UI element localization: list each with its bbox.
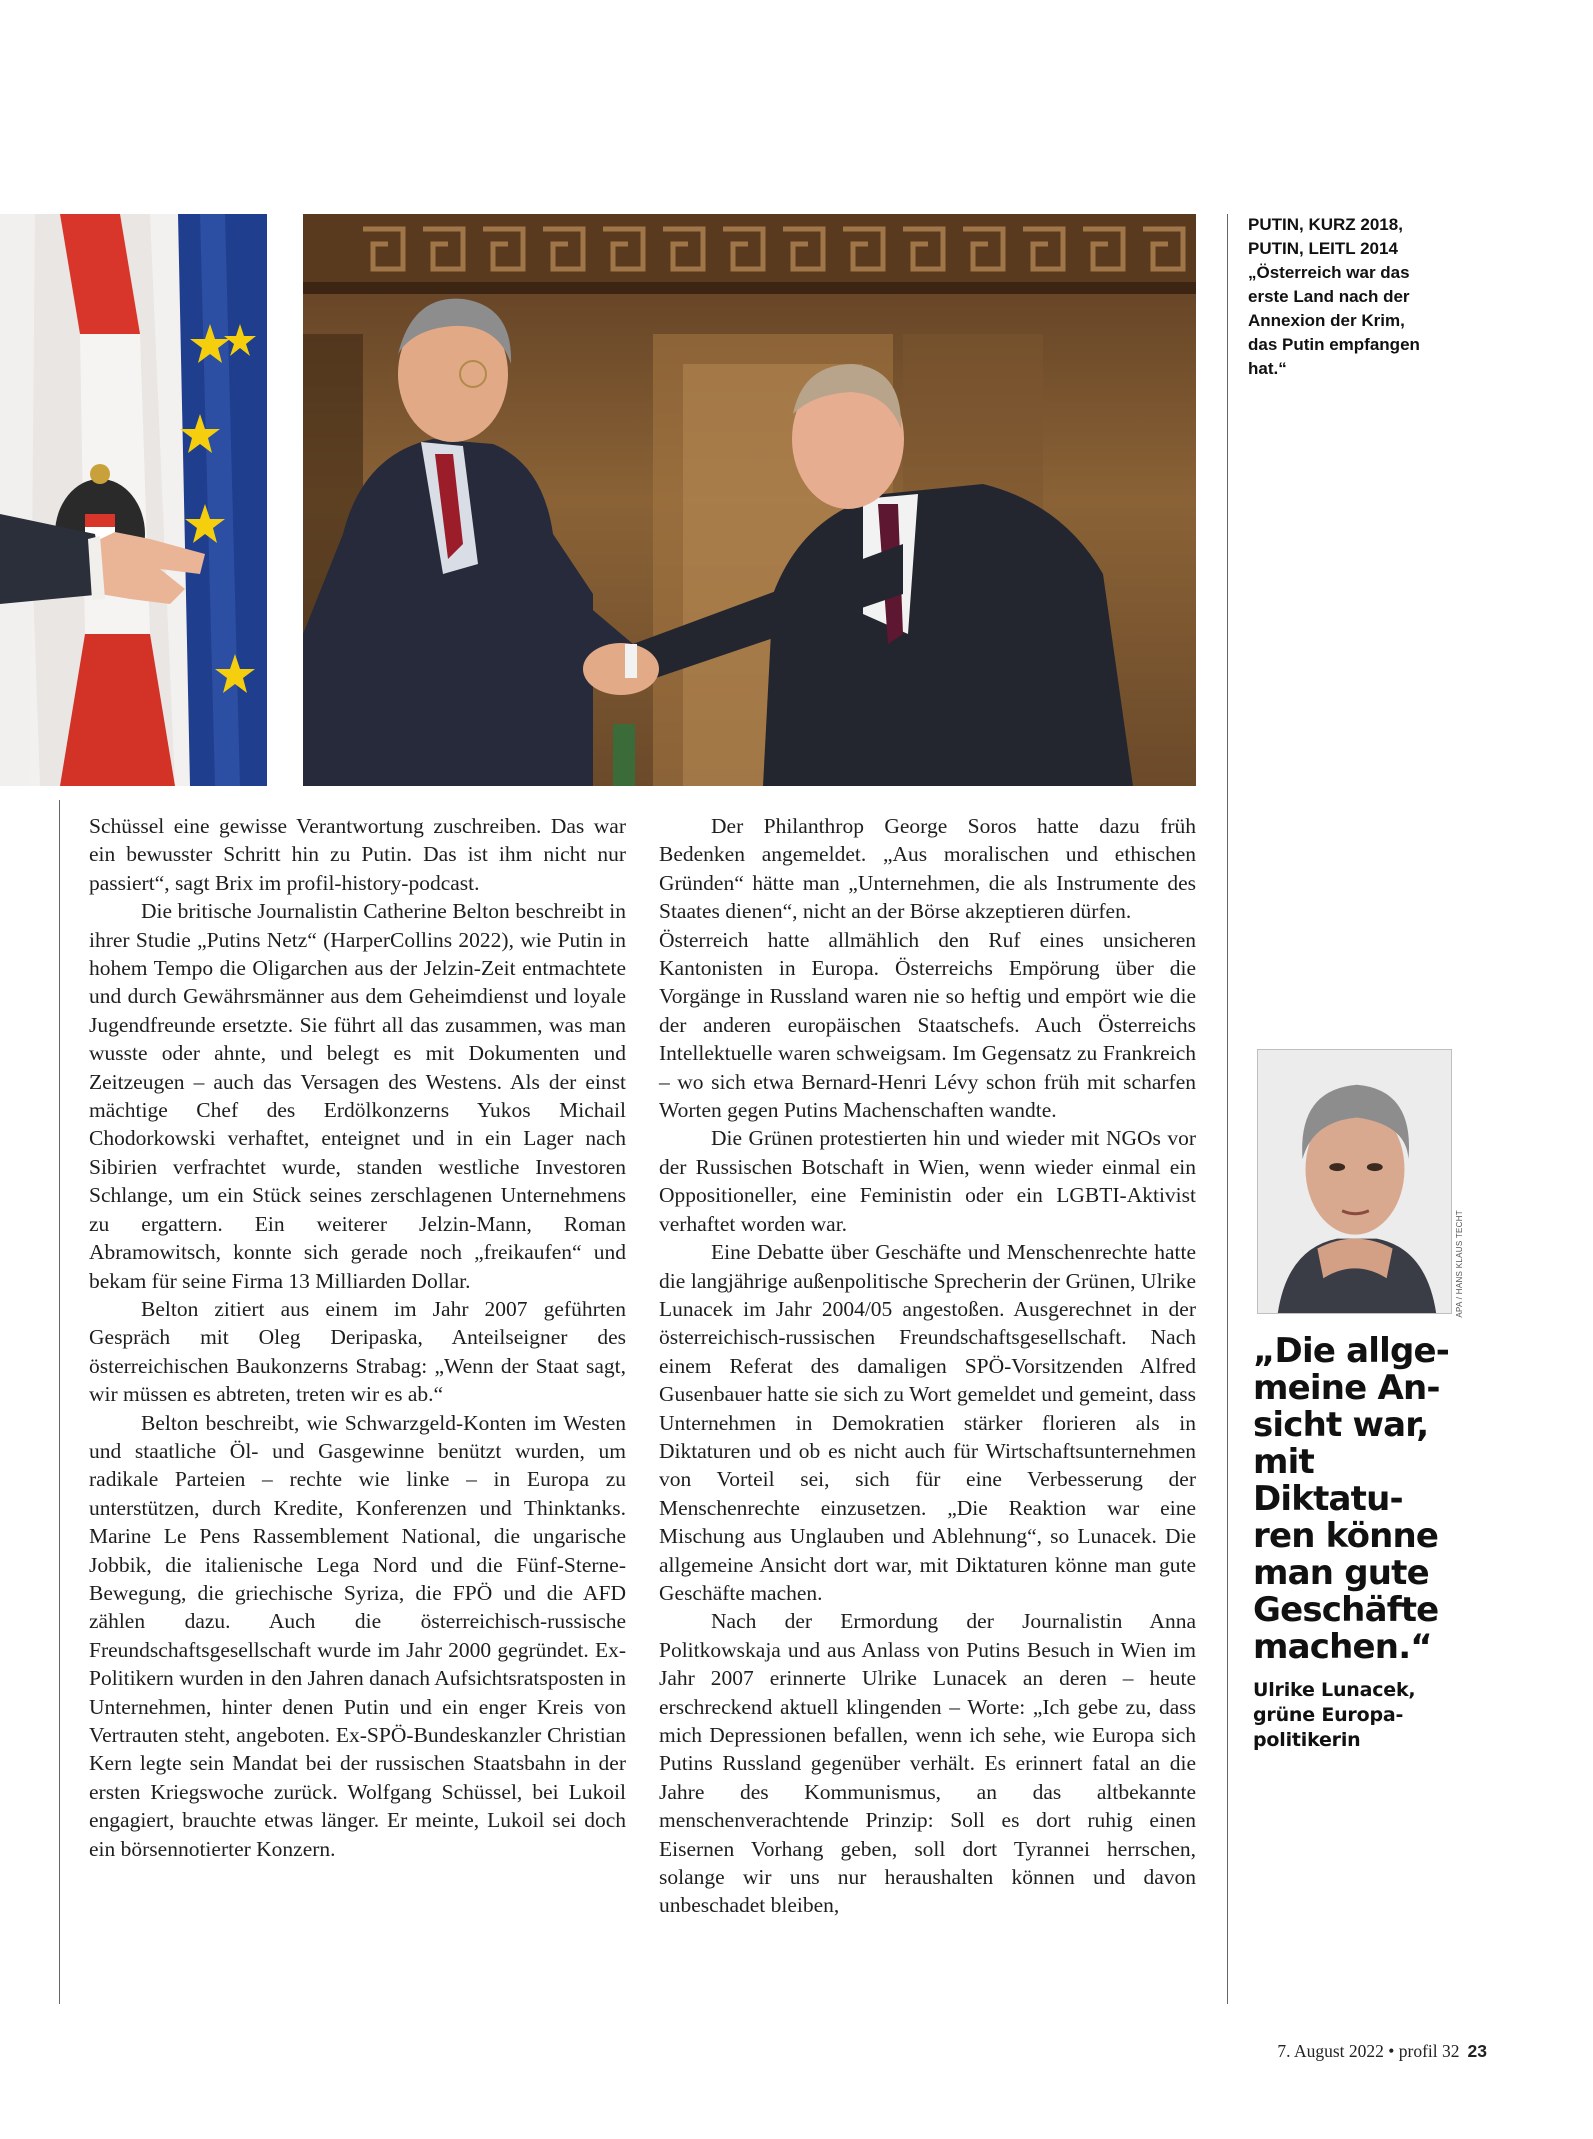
photo-portrait-lunacek xyxy=(1257,1049,1452,1314)
article-column-middle xyxy=(659,812,1196,1920)
photo-credit: APA / HANS KLAUS TECHT xyxy=(1455,1210,1464,1318)
caption-line: PUTIN, KURZ 2018, xyxy=(1248,215,1403,234)
page-footer xyxy=(1277,2041,1487,2062)
pull-quote-line: „Die allge- xyxy=(1253,1331,1450,1371)
article-paragraph: Eine Debatte über Geschäfte und Menschenrechte hatte die langjährige außenpolitische Sprecherin der Grünen, Ulrike Lunacek im Jahr 2004/05 angestoßen. Ausgerechnet in der österreichisch-russischen Freundschaftsgesellschaft. Nach einem Referat des damaligen SPÖ-Vorsitzenden Alfred Gusenbauer hatte sie sich zu Wort gemeldet und gemeint, dass Unternehmen in Demokratien stärker florieren als in Diktaturen und ob es nicht auch für Wirtschaftsunternehmen von Vorteil sei, sich für eine Verbesserung der Menschenrechte einzusetzen. „Die Reaktion war eine Mischung aus Unglauben und Ablehnung“, so Lunacek. Die allgemeine Ansicht dort war, mit Diktaturen könne man gute Geschäfte machen. xyxy=(659,1240,1196,1605)
attribution-line: grüne Europa- xyxy=(1253,1704,1404,1726)
caption-line: Annexion der Krim, xyxy=(1248,311,1405,330)
issue-info: 7. August 2022 • profil 32 xyxy=(1277,2041,1460,2061)
article-paragraph: Nach der Ermordung der Journalistin Anna Politkowskaja und aus Anlass von Putins Besuch in Wien im Jahr 2007 erinnerte Ulrike Lunacek an deren – heute erschreckend aktuell klingenden – Worte: „Ich gebe zu, dass mich Depressionen befallen, wenn ich sehe, wie Europa sich Putins Russland gegenüber verhält. Es erinnert fatal an die Jahre des Kommunismus, an das altbekannte menschenverachtende Prinzip: Soll es dort ruhig einen Eisernen Vorhang geben, soll dort Tyrannei herrschen, solange wir uns nur heraushalten können und davon unbeschadet bleiben, xyxy=(659,1609,1196,1918)
attribution-line: Ulrike Lunacek, xyxy=(1253,1679,1416,1701)
pull-quote-line: man gute xyxy=(1253,1553,1429,1593)
pull-quote-line: mit Diktatu- xyxy=(1253,1442,1403,1519)
pull-quote-line: Geschäfte xyxy=(1253,1590,1439,1630)
pull-quote-attribution xyxy=(1253,1678,1465,1753)
caption-line: das Putin empfangen xyxy=(1248,335,1420,354)
caption-line: PUTIN, LEITL 2014 xyxy=(1248,239,1398,258)
pull-quote-line: meine An- xyxy=(1253,1368,1440,1408)
attribution-line: politikerin xyxy=(1253,1729,1361,1751)
page-number: 23 xyxy=(1467,2041,1487,2061)
article-paragraph: Österreich hatte allmählich den Ruf eines unsicheren Kantonisten in Europa. Österreichs Empörung über die Vorgänge in Russland waren nie so heftig und empört wie die der anderen europäischen Staatschefs. Auch Österreichs Intellektuelle waren schweigsam. Im Gegensatz zu Frankreich – wo sich etwa Bernard-Henri Lévy schon früh mit scharfen Worten gegen Putins Machenschaften wandte. xyxy=(659,927,1196,1123)
pull-quote-text xyxy=(1253,1333,1465,1666)
article-column-left xyxy=(89,812,626,1863)
article-paragraph: Belton zitiert aus einem im Jahr 2007 geführten Gespräch mit Oleg Deripaska, Anteilseigner des österreichischen Baukonzerns Strabag: „Wenn der Staat sagt, wir müssen es abtreten, treten wir es ab.“ xyxy=(89,1296,626,1407)
article-paragraph: Die Grünen protestierten hin und wieder mit NGOs vor der Russischen Botschaft in Wien, wenn wieder einmal ein Oppositioneller, eine Feministin oder ein LGBTI-Aktivist verhaftet worden war. xyxy=(659,1126,1196,1236)
article-paragraph: Der Philanthrop George Soros hatte dazu früh Bedenken angemeldet. „Aus moralischen und ethischen Gründen“ hätte man „Unternehmen, die als Instrumente des Staates dienen“, nicht an der Börse akzeptieren dürfen. xyxy=(659,814,1196,924)
photo-flags-hand xyxy=(0,214,267,786)
pull-quote-line: machen.“ xyxy=(1253,1627,1432,1667)
caption-line: „Österreich war das xyxy=(1248,263,1410,282)
photo-handshake xyxy=(303,214,1196,786)
caption-line: erste Land nach der xyxy=(1248,287,1410,306)
column-rule-right xyxy=(1227,214,1228,2004)
article-paragraph: Die britische Journalistin Catherine Belton beschreibt in ihrer Studie „Putins Netz“ (HarperCollins 2022), wie Putin in hohem Tempo die Oligarchen aus der Jelzin-Zeit entmachtete und durch Gewährsmänner aus dem Geheimdienst und loyale Jugendfreunde ersetzte. Sie führt all das zusammen, was man wusste oder ahnte, und belegt es mit Dokumenten und Zeitzeugen – auch das Versagen des Westens. Als der einst mächtige Chef des Erdölkonzerns Yukos Michail Chodorkowski verhaftet, enteignet und in ein Lager nach Sibirien verfrachtet wurde, standen westliche Investoren Schlange, um ein Stück seines zerschlagenen Unternehmens zu ergattern. Ein weiterer Jelzin-Mann, Roman Abramowitsch, konnte sich gerade noch „freikaufen“ und bekam für seine Firma 13 Milliarden Dollar. xyxy=(89,899,626,1293)
pull-quote xyxy=(1253,1333,1465,1753)
article-paragraph: Belton beschreibt, wie Schwarzgeld-Konten im Westen und staatliche Öl- und Gasgewinne benützt wurden, um radikale Parteien – rechte wie linke – in Europa zu unterstützen, durch Kredite, Konferenzen und Thinktanks. Marine Le Pens Rassemblement National, die ungarische Jobbik, die italienische Lega Nord und die Fünf-Sterne-Bewegung, die griechische Syriza, die FPÖ und die AFD zählen dazu. Auch die österreichisch-russische Freundschaftsgesellschaft wurde im Jahr 2000 gegründet. Ex-Politikern wurden in den Jahren danach Aufsichtsratsposten in Unternehmen, hinter denen Putin und ein enger Kreis von Vertrauten steht, angeboten. Ex-SPÖ-Bundeskanzler Christian Kern legte sein Mandat bei der russischen Staatsbahn in der ersten Kriegswoche zurück. Wolfgang Schüssel, bei Lukoil engagiert, brauchte etwas länger. Er meinte, Lukoil sei doch ein börsennotierter Konzern. xyxy=(89,1410,626,1861)
article-paragraph: Schüssel eine gewisse Verantwortung zuschreiben. Das war ein bewusster Schritt hin zu Putin. Das ist ihm nicht nur passiert“, sagt Brix im profil-history-podcast. xyxy=(89,814,626,895)
pull-quote-line: ren könne xyxy=(1253,1516,1439,1556)
pull-quote-line: sicht war, xyxy=(1253,1405,1429,1445)
photo-caption xyxy=(1248,213,1453,381)
caption-line: hat.“ xyxy=(1248,359,1287,378)
column-rule-left xyxy=(59,800,60,2004)
